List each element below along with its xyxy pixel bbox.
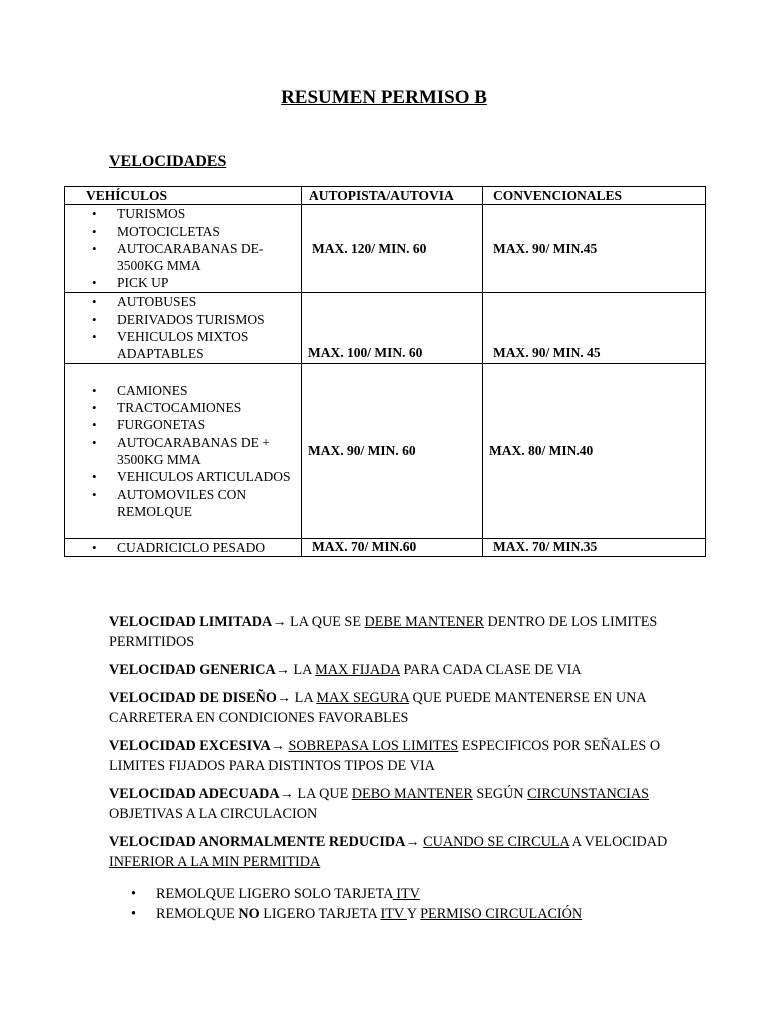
underlined-text: ITV: [392, 886, 420, 902]
vehicle-list-cell: [65, 293, 302, 364]
definition-item: [109, 612, 669, 652]
definition-text: SEGÚN: [472, 786, 528, 802]
list-item: [109, 884, 582, 904]
definition-text: LA QUE: [293, 786, 352, 802]
definition-text: LA: [289, 662, 316, 678]
speed-convencionales: MAX. 70/ MIN.35: [483, 539, 706, 557]
list-item: • AUTOCARABANAS DE- 3500KG MMA: [117, 240, 301, 275]
note-text: REMOLQUE LIGERO SOLO TARJETA: [156, 886, 393, 902]
arrow-right-icon: →: [272, 614, 287, 630]
table-row: [65, 293, 706, 364]
definition-term: VELOCIDAD ADECUADA: [109, 786, 280, 802]
list-item: • DERIVADOS TURISMOS: [117, 311, 301, 328]
note-text: REMOLQUE: [156, 906, 239, 922]
definition-term: VELOCIDAD LIMITADA: [109, 614, 273, 630]
definition-text: LA QUE SE: [286, 614, 365, 630]
underlined-text: MAX FIJADA: [315, 662, 400, 678]
arrow-right-icon: →: [405, 834, 420, 850]
note-text: NO: [238, 906, 260, 922]
table-row: [65, 205, 706, 293]
list-item: • CUADRICICLO PESADO: [117, 539, 301, 556]
definition-item: [109, 688, 669, 728]
arrow-right-icon: →: [275, 662, 290, 678]
list-item: • AUTOMOVILES CON REMOLQUE: [117, 486, 301, 521]
speed-autopista: MAX. 120/ MIN. 60: [302, 205, 483, 293]
list-item: • FURGONETAS: [117, 416, 301, 433]
header-vehiculos: VEHÍCULOS: [65, 187, 302, 205]
arrow-right-icon: →: [270, 738, 285, 754]
list-item: • TURISMOS: [117, 205, 301, 222]
list-item: • VEHICULOS MIXTOS ADAPTABLES: [117, 328, 301, 363]
note-text: LIGERO TARJETA: [259, 906, 381, 922]
list-item: • AUTOBUSES: [117, 293, 301, 310]
arrow-right-icon: →: [276, 690, 292, 706]
vehicle-list: [65, 539, 301, 556]
definition-term: VELOCIDAD EXCESIVA: [109, 738, 271, 754]
definition-item: [109, 736, 669, 776]
underlined-text: SOBREPASA LOS LIMITES: [288, 738, 459, 754]
underlined-text: DEBO MANTENER: [351, 786, 473, 802]
definition-text: OBJETIVAS A LA CIRCULACION: [109, 806, 318, 822]
list-item: • CAMIONES: [117, 382, 301, 399]
arrow-right-icon: →: [279, 786, 294, 802]
definition-item: [109, 832, 669, 872]
underlined-text: ITV: [380, 906, 407, 922]
definition-text: PARA CADA CLASE DE VIA: [399, 662, 582, 678]
definition-item: [109, 784, 669, 824]
definition-text: QUE PUEDE MANTENERSE EN UNA CARRETERA EN CONDICIONES FAVORABLES: [109, 690, 646, 726]
list-item: • PICK UP: [117, 274, 301, 291]
header-convencionales: CONVENCIONALES: [483, 187, 706, 205]
speed-convencionales: MAX. 80/ MIN.40: [483, 364, 706, 539]
header-autopista: AUTOPISTA/AUTOVIA: [302, 187, 483, 205]
speed-convencionales: MAX. 90/ MIN. 45: [483, 293, 706, 364]
definition-term: VELOCIDAD ANORMALMENTE REDUCIDA: [109, 834, 406, 850]
definitions-list: [109, 612, 669, 880]
speed-convencionales: MAX. 90/ MIN.45: [483, 205, 706, 293]
speed-autopista: MAX. 90/ MIN. 60: [302, 364, 483, 539]
vehicle-list: [65, 293, 301, 362]
list-item: • AUTOCARABANAS DE + 3500KG MMA: [117, 434, 301, 469]
note-text: Y: [406, 906, 421, 922]
underlined-text: MAX SEGURA: [316, 690, 409, 706]
definition-item: [109, 660, 669, 680]
definition-text: ESPECIFICOS POR SEÑALES O LIMITES FIJADOS PARA DISTINTOS TIPOS DE VIA: [109, 738, 661, 774]
underlined-text: CUANDO SE CIRCULA: [423, 834, 569, 850]
underlined-text: CIRCUNSTANCIAS: [527, 786, 650, 802]
notes-list: [109, 884, 582, 924]
vehicle-list-cell: [65, 539, 302, 557]
definition-text: DENTRO DE LOS LIMITES PERMITIDOS: [109, 614, 658, 650]
speed-autopista: MAX. 100/ MIN. 60: [302, 293, 483, 364]
table-row: [65, 539, 706, 557]
definition-text: LA: [291, 690, 317, 706]
underlined-text: DEBE MANTENER: [364, 614, 484, 630]
definition-term: VELOCIDAD GENERICA: [109, 662, 276, 678]
definition-text: A VELOCIDAD: [568, 834, 668, 850]
table-header-row: [65, 187, 706, 205]
list-item: • VEHICULOS ARTICULADOS: [117, 468, 301, 485]
table-row: [65, 364, 706, 539]
section-heading-velocidades: VELOCIDADES: [109, 153, 227, 170]
vehicle-list: [65, 382, 301, 520]
vehicle-list-cell: [65, 205, 302, 293]
list-item: • TRACTOCAMIONES: [117, 399, 301, 416]
underlined-text: PERMISO CIRCULACIÓN: [420, 906, 583, 922]
definition-term: VELOCIDAD DE DISEÑO: [109, 690, 277, 706]
vehicle-list-cell: [65, 364, 302, 539]
underlined-text: INFERIOR A LA MIN PERMITIDA: [109, 854, 321, 870]
vehicle-list: [65, 205, 301, 291]
list-item: [109, 904, 582, 924]
list-item: • MOTOCICLETAS: [117, 223, 301, 240]
document-title: RESUMEN PERMISO B: [281, 87, 487, 108]
speed-autopista: MAX. 70/ MIN.60: [302, 539, 483, 557]
speed-limits-table: [64, 186, 706, 557]
